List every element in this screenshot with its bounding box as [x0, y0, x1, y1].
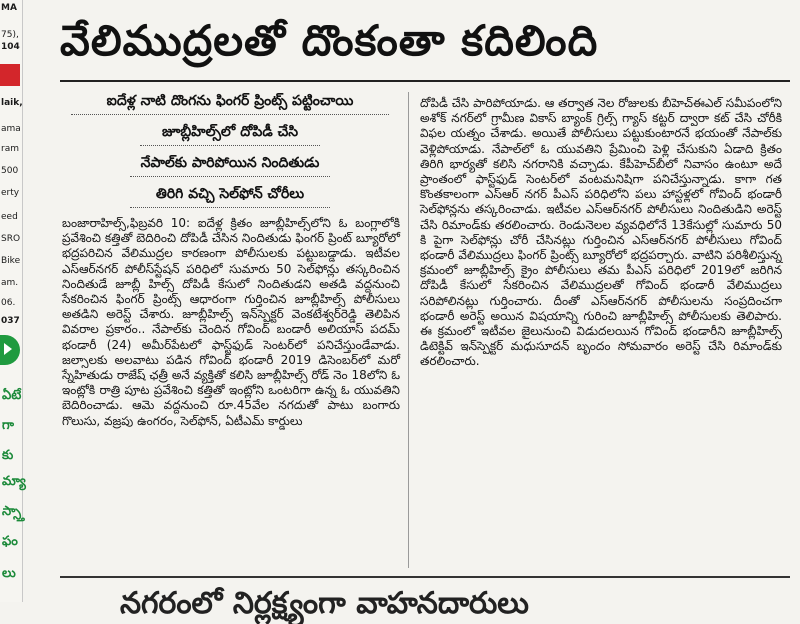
strip-line: ama	[1, 124, 21, 134]
subheads-block	[60, 88, 400, 212]
strip-telugu: ఏటే	[2, 388, 22, 403]
subhead: నేపాల్‌కు పారిపోయిన నిందితుడు	[130, 150, 330, 177]
column-divider	[408, 92, 409, 568]
strip-line: 500	[1, 166, 19, 176]
left-column-strip	[0, 0, 26, 602]
strip-telugu: మ్యా	[2, 474, 26, 489]
article-headline: వేలిముద్రలతో దొంకంతా కదిలింది	[60, 16, 599, 65]
next-article-headline-cropped: నగరంలో నిర్లక్ష్యంగా వాహనదారులు	[120, 586, 529, 621]
headline-divider	[60, 80, 790, 82]
strip-line: 037	[1, 316, 20, 326]
strip-telugu: గా	[2, 418, 14, 433]
strip-telugu: లు	[2, 566, 16, 581]
strip-telugu: స్స్తా	[2, 504, 25, 519]
strip-line: erty	[1, 188, 20, 198]
article-column-1: బంజారాహిల్స్,ఫిబ్రవరి 10: ఐదేళ్ల క్రితం జూబ్లీహిల్స్‌లోని ఓ బంగ్లాలోకి ప్రవేశించి కత్తితో బెదిరించి దోపిడీ చేసిన నిందితుడు ఫింగర్ ప్రింట్ బ్యూరోలో భద్రపరిచిన వేలిముద్రల కారణంగా పోలీసులకు పట్టుబడ్డాడు. ఇటీవల ఎస్ఆర్‌నగర్ పోలీస్‌స్టేషన్ పరిధిలో సుమారు 50 సెల్‌ఫోన్లు తస్కరించిన నిందితుడే జూబ్లీ హిల్స్ దోపిడీ కేసులో నిందితుడని అతడి వద్దనుంచి సేకరించిన ఫింగర్ ప్రింట్స్ ఆధారంగా గుర్తించిన జూబ్లీహిల్స్ పోలీసులు అతడిని అరెస్ట్ చేశారు. జూబ్లీహిల్స్ ఇన్‌స్పెక్టర్ వెంకటేశ్వర్‌రెడ్డి తెలిపిన వివరాల ప్రకారం.. నేపాల్‌కు చెందిన గోవింద్ బండారీ అలియాస్ పదమ్ భండారీ (24) అమీర్‌పేటలో ఫాస్ట్‌ఫుడ్ సెంటర్‌లో పనిచేస్తుండేవాడు. జల్సాలకు అలవాటు పడిన గోవింద్ భండారీ 2019 డిసెంబర్‌లో మరో స్నేహితుడు రాజేష్ ఛత్రీ అనే వ్యక్తితో కలిసి జూబ్లీహిల్స్ రోడ్ నెం 18లోని ఓ ఇంట్లోకి రాత్రి పూట ప్రవేశించి కత్తితో ఇంట్లోని ఒంటరిగా ఉన్న ఓ యువతిని బెదిరించాడు. ఆమె వద్దనుంచి రూ.45వేల నగదుతో పాటు బంగారు గొలుసు, వజ్రపు ఉంగరం, సెల్‌ఫోన్, ఏటీఎమ్ కార్డులు	[62, 216, 400, 428]
strip-line: MA	[1, 3, 17, 13]
strip-line: am.	[1, 278, 19, 288]
strip-line: 104	[1, 42, 20, 52]
subhead: జూబ్లీహిల్స్‌లో దోపిడీ చేసి	[140, 119, 320, 146]
strip-line: ram	[1, 144, 19, 154]
strip-line: eed	[1, 212, 18, 222]
play-arrow-icon	[0, 335, 20, 365]
strip-line: 75),	[1, 30, 19, 40]
strip-line: SRO	[1, 234, 21, 244]
subhead: ఐదేళ్ల నాటి దొంగను ఫింగర్ ప్రింట్స్ పట్టించాయి	[71, 88, 389, 115]
strip-line: 06.	[1, 298, 16, 308]
red-label-block	[0, 64, 20, 86]
strip-line: laik,	[1, 98, 23, 108]
strip-telugu: కు	[2, 448, 14, 463]
article-bottom-divider	[60, 576, 790, 578]
subhead: తిరిగి వచ్చి సెల్‌ఫోన్ చోరీలు	[130, 181, 330, 208]
strip-telugu: ఫం	[2, 534, 18, 549]
strip-line: Bike	[1, 256, 21, 266]
article-column-2: దోపిడీ చేసి పారిపోయాడు. ఆ తర్వాత నెల రోజులకు బీహెచ్ఈఎల్ సమీపంలోని అశోక్ నగర్‌లో గ్రామీణ వికాస్ బ్యాంక్ గ్రిల్స్ గ్యాస్ కట్టర్ ద్వారా కట్ చేసి చోరీకి విఫల యత్నం చేశాడు. అయితే పోలీసులు పట్టుకుంటారనే భయంతో నేపాల్‌కు వెళ్లిపోయాడు. నేపాల్‌లో ఓ యువతిని ప్రేమించి పెళ్లి చేసుకుని ఏడాది క్రితం తిరిగి భార్యతో కలిసి నగరానికి వచ్చాడు. కేపీహెచ్‌బీలో నివాసం ఉంటూ అదే ప్రాంతంలో ఫాస్ట్‌ఫుడ్ సెంటర్‌లో వంటమనిషిగా పనిచేస్తున్నాడు. కాగా గత కొంతకాలంగా ఎస్ఆర్ నగర్ పీఎస్ పరిధిలోని పలు హాస్టళ్లలో గోవింద్ భండారీ సెల్‌ఫోన్లను తస్కరించాడు. ఇటీవల ఎస్ఆర్‌నగర్ పోలీసులు నిందితుడిని అరెస్ట్ చేసి రిమాండ్‌కు తరలించారు. రెండునెలల వ్యవధిలోనే 13కేసుల్లో సుమారు 50 కి పైగా సెల్‌ఫోన్లు చోరీ చేసినట్లు గుర్తించిన ఎస్ఆర్‌నగర్ పోలీసులు గోవింద్ భండారీ వేలిముద్రలు ఫింగర్ ప్రింట్స్ బ్యూరోలో భద్రపర్చారు. వాటిని పరిశీలిస్తున్న క్రమంలో జూబ్లీహిల్స్ క్రైం పోలీసులు తమ పీఎస్ పరిధిలో 2019లో జరిగిన దోపిడీ కేసులో సేకరించిన వేలిముద్రలతో గోవింద్ భండారీ వేలిముద్రలు సరిపోలినట్లు గుర్తించారు. దీంతో ఎస్ఆర్‌నగర్ పోలీసులను సంప్రదించగా భండారీ అరెస్ట్ అయిన విషయాన్ని గురించి జూబ్లీహిల్స్ పోలీసులకు తెలిపారు. ఈ క్రమంలో ఇటీవల జైలునుంచి విడుదలయిన గోవింద్ భండారీని జూబ్లీహిల్స్ డిటెక్టివ్ ఇన్‌స్పెక్టర్ మధుసూదన్ బృందం సోమవారం అరెస్ట్ చేసి రిమాండ్‌కు తరలించారు.	[420, 96, 782, 369]
